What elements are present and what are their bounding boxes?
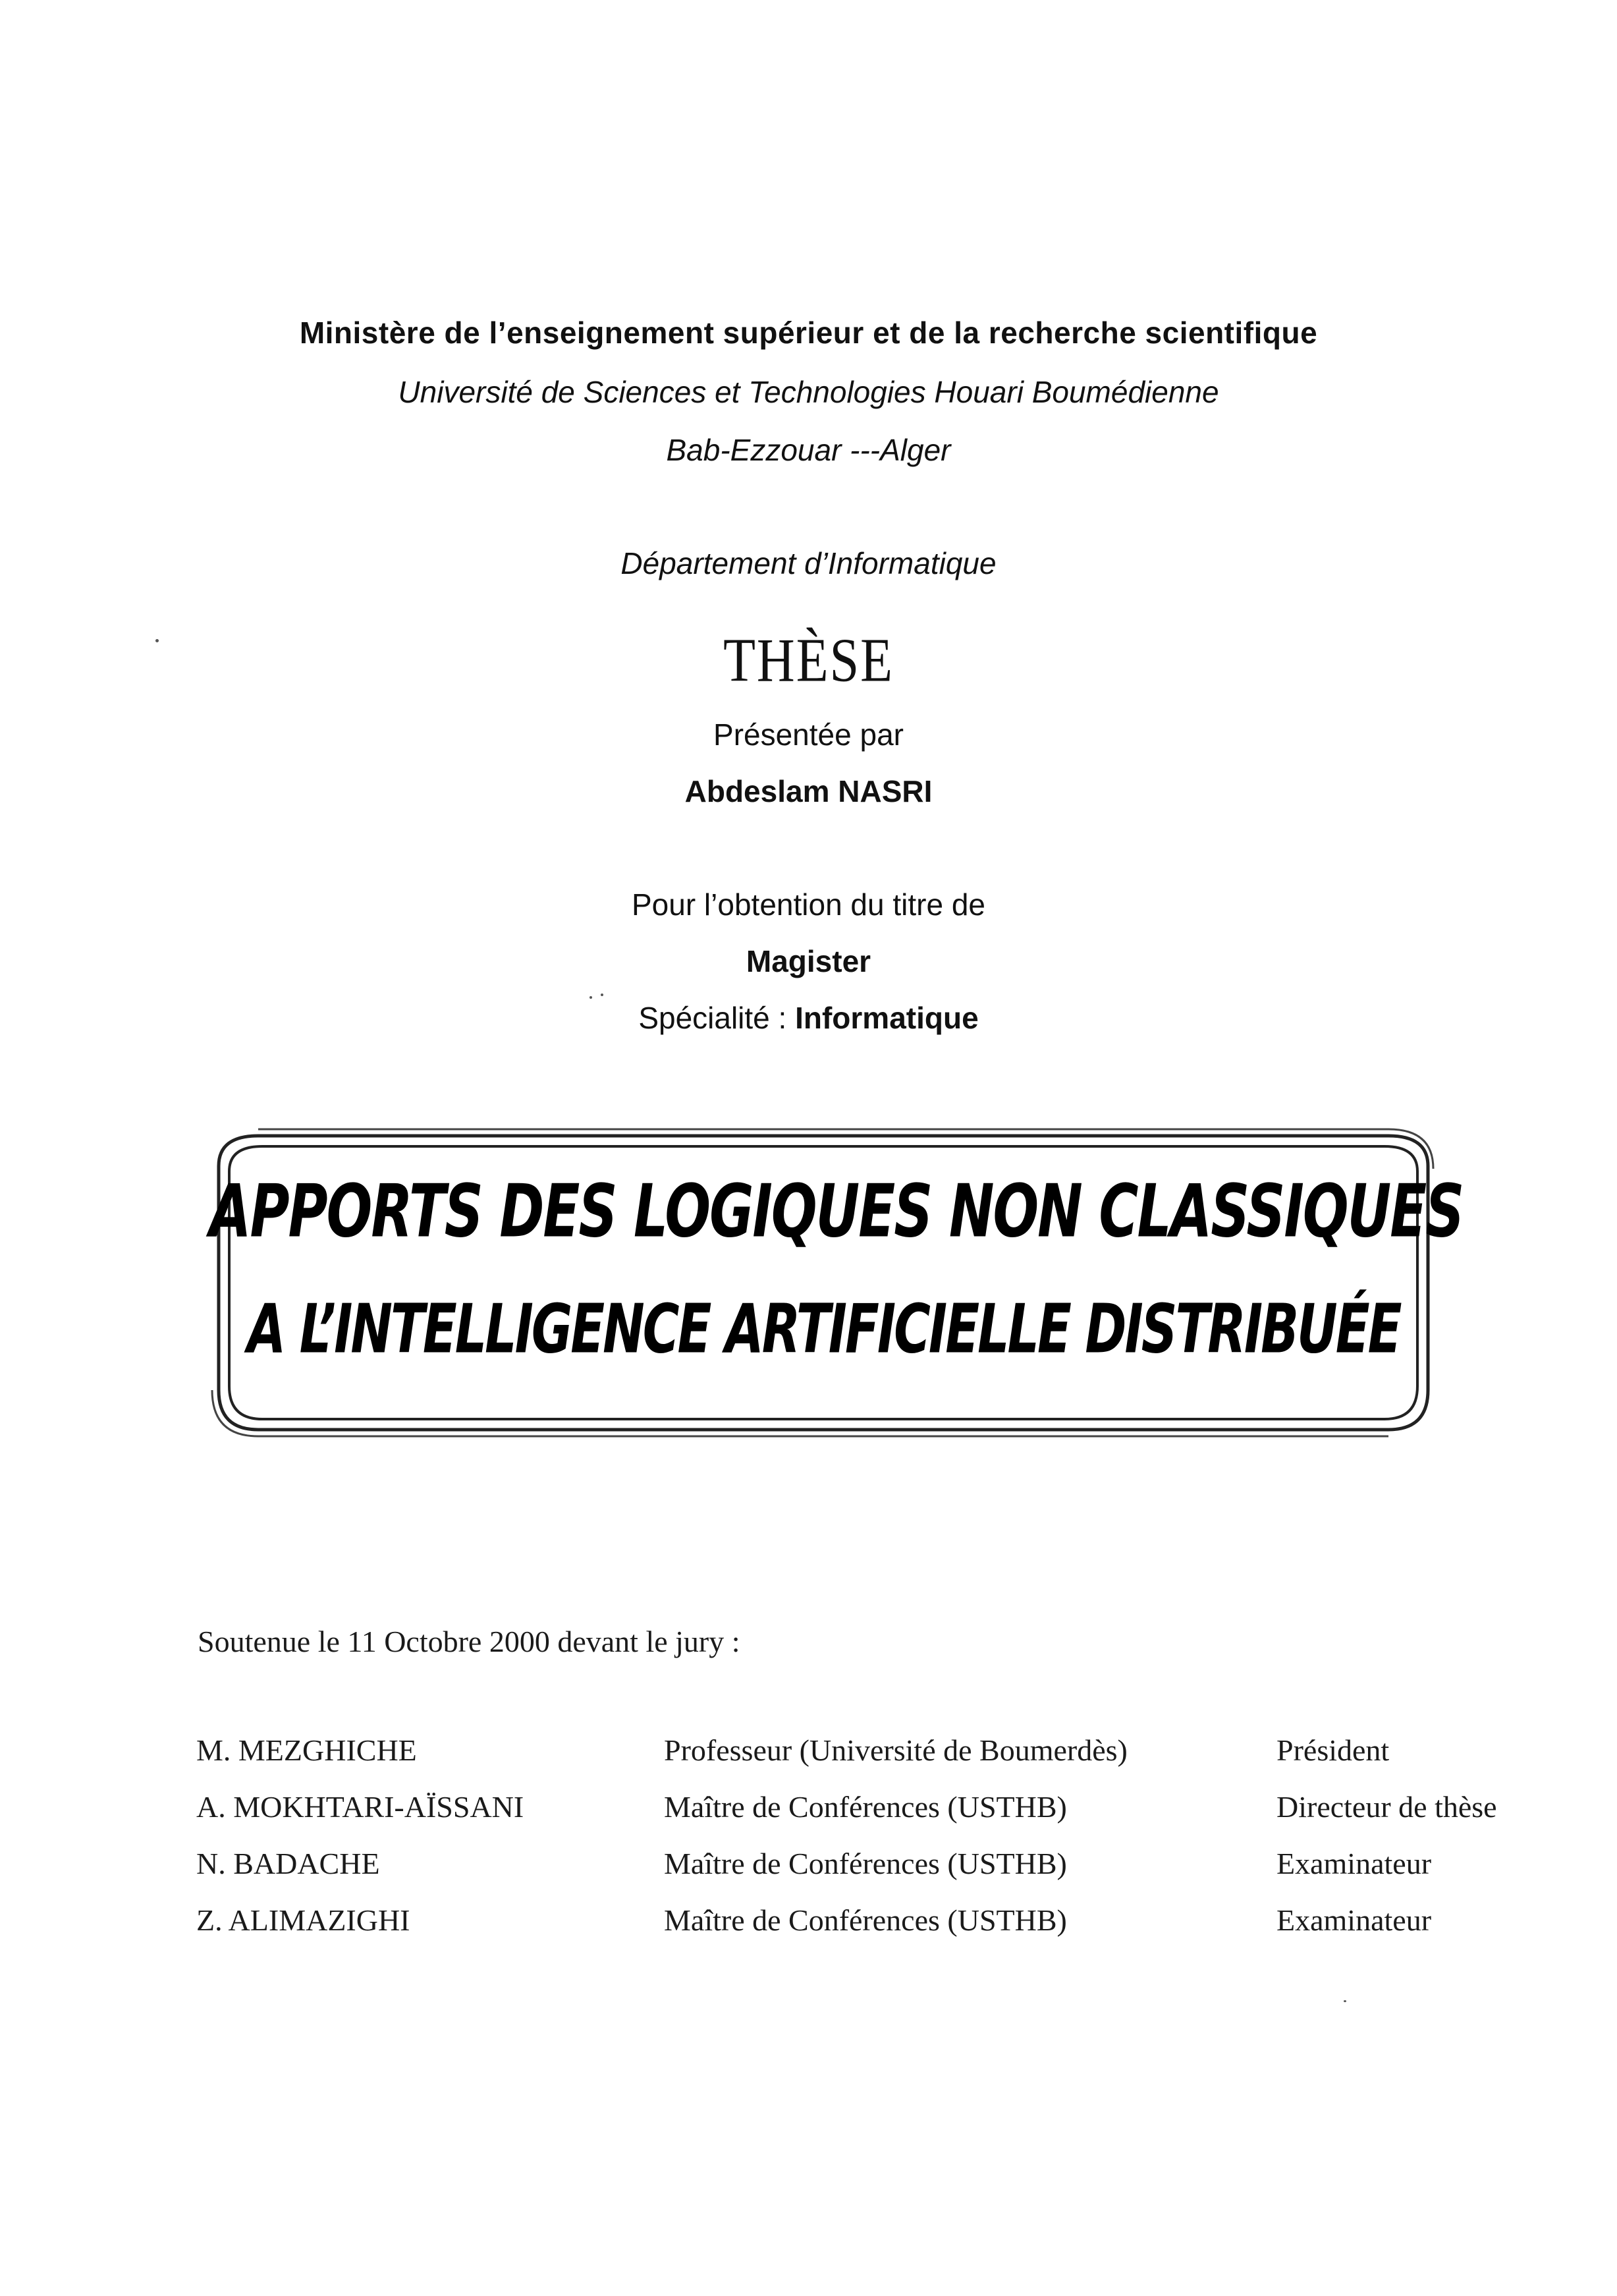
jury-member-function: Président xyxy=(1276,1733,1390,1767)
jury-row xyxy=(0,1846,1617,1886)
specialite-label: Spécialité : xyxy=(638,1001,796,1035)
lieu-line: Bab-Ezzouar ---Alger xyxy=(666,433,951,467)
title-frame xyxy=(209,1127,1464,1440)
soutenance-line: Soutenue le 11 Octobre 2000 devant le jury : xyxy=(198,1625,740,1658)
jury-member-function: Examinateur xyxy=(1276,1847,1432,1880)
jury-member-title: Maître de Conférences (USTHB) xyxy=(664,1847,1067,1880)
jury-member-function: Directeur de thèse xyxy=(1276,1790,1497,1824)
jury-member-name: A. MOKHTARI-AÏSSANI xyxy=(196,1790,524,1824)
thesis-title-line-2: A L’INTELLIGENCE ARTIFICIELLE DISTRIBUÉE xyxy=(247,1289,1400,1368)
jury-row xyxy=(0,1789,1617,1829)
speck-mark xyxy=(589,996,592,999)
jury-member-title: Maître de Conférences (USTHB) xyxy=(664,1790,1067,1824)
grade-line: Magister xyxy=(746,944,871,978)
thesis-title-line-1: APPORTS DES LOGIQUES NON CLASSIQUES xyxy=(209,1169,1464,1254)
these-heading: THÈSE xyxy=(723,626,894,695)
specialite-value: Informatique xyxy=(795,1001,979,1035)
jury-member-name: M. MEZGHICHE xyxy=(196,1733,417,1767)
jury-member-name: N. BADACHE xyxy=(196,1847,380,1880)
ministere-line: Ministère de l’enseignement supérieur et de la recherche scientifique xyxy=(299,316,1318,350)
speck-mark xyxy=(601,994,603,996)
jury-row xyxy=(0,1903,1617,1942)
speck-mark xyxy=(1344,2000,1346,2002)
jury-member-title: Maître de Conférences (USTHB) xyxy=(664,1903,1067,1937)
specialite-line xyxy=(0,1000,1617,1036)
jury-row xyxy=(0,1733,1617,1772)
departement-line: Département d’Informatique xyxy=(620,546,997,580)
presentee-par-line: Présentée par xyxy=(713,717,904,752)
jury-member-name: Z. ALIMAZIGHI xyxy=(196,1903,410,1937)
obtention-line: Pour l’obtention du titre de xyxy=(631,887,986,922)
jury-member-function: Examinateur xyxy=(1276,1903,1432,1937)
jury-member-title: Professeur (Université de Boumerdès) xyxy=(664,1733,1128,1767)
auteur-name: Abdeslam NASRI xyxy=(684,774,933,808)
universite-line: Université de Sciences et Technologies Houari Boumédienne xyxy=(398,375,1219,409)
